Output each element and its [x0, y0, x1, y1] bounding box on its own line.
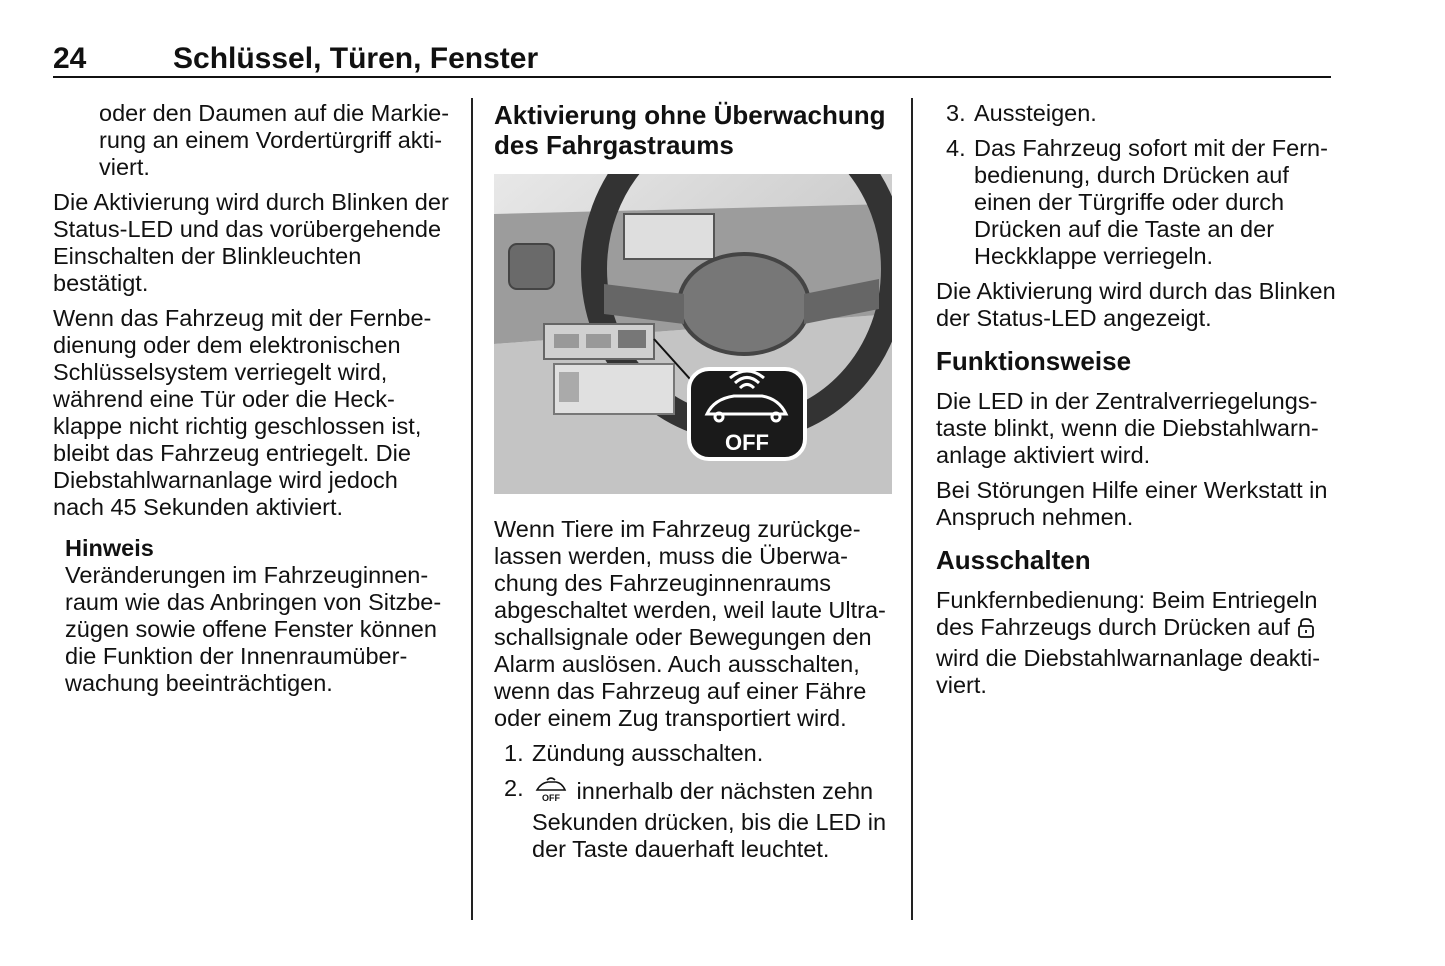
column-middle — [494, 100, 892, 871]
car-off-icon — [532, 775, 570, 809]
unlock-icon — [1297, 617, 1315, 645]
note-text: Veränderungen im Fahrzeuginnenraum wie das Anbringen von Sitzbezügen sowie offene Fenster können die Funktion der Innenraumüberwachung beeinträchtigen. — [65, 562, 442, 696]
svg-text:OFF: OFF — [725, 430, 769, 455]
column-divider — [911, 98, 913, 920]
step-number: 1. — [504, 740, 524, 766]
list-item — [494, 740, 892, 767]
step-text: Das Fahrzeug sofort mit der Fernbedienung, durch Drücken auf einen der Türgriffe oder durch Drücken auf die Taste an der Heckklappe verriegeln. — [974, 135, 1328, 269]
paragraph: Die Aktivierung wird durch das Blinken der Status-LED angezeigt. — [936, 278, 1336, 331]
step-text: innerhalb der nächsten zehn Sekunden drücken, bis die LED in der Taste dauerhaft leuchtet. — [532, 778, 887, 862]
svg-text:OFF: OFF — [542, 793, 560, 803]
section-heading: Aktivierung ohne Überwachung des Fahrgastraums — [494, 100, 886, 160]
paragraph: Wenn das Fahrzeug mit der Fernbedienung oder dem elektronischen Schlüsselsystem verriegelt wird, während eine Tür oder die Heckklappe nicht richtig geschlossen ist, bleibt das Fahrzeug entriegelt. Die Diebstahlwarnanlage wird jedoch nach 45 Sekunden aktiviert. — [53, 305, 432, 520]
list-item — [494, 775, 892, 863]
steps-list — [494, 740, 892, 863]
list-item — [936, 135, 1336, 270]
dashboard-illustration — [494, 174, 892, 494]
steps-list — [936, 100, 1336, 270]
list-item — [936, 100, 1336, 127]
step-number: 2. — [504, 775, 524, 801]
section-heading: Ausschalten — [936, 545, 1091, 575]
note-title: Hinweis — [65, 535, 154, 561]
paragraph: Die LED in der Zentralverriegelungstaste blinkt, wenn die Diebstahlwarnanlage aktiviert wird. — [936, 388, 1319, 468]
step-number: 4. — [946, 135, 966, 161]
page-number: 24 — [53, 42, 87, 75]
page-header — [53, 40, 1331, 78]
note-box — [53, 535, 453, 697]
column-right — [936, 100, 1336, 707]
paragraph: Bei Störungen Hilfe einer Werkstatt in Anspruch nehmen. — [936, 477, 1328, 530]
dashboard-figure — [494, 174, 892, 494]
chapter-title: Schlüssel, Türen, Fenster — [173, 42, 539, 75]
step-number: 3. — [946, 100, 966, 126]
column-divider — [471, 98, 473, 920]
section-heading: Funktionsweise — [936, 346, 1132, 376]
step-text: Aussteigen. — [974, 100, 1097, 126]
paragraph: Wenn Tiere im Fahrzeug zurückgelassen werden, muss die Überwachung des Fahrzeuginnenraums abgeschaltet werden, weil laute Ultraschallsignale oder Bewegungen den Alarm auslösen. Auch ausschalten, wenn das Fahrzeug auf einer Fähre oder einem Zug transportiert wird. — [494, 516, 886, 731]
paragraph — [936, 587, 1336, 699]
column-left — [53, 100, 453, 697]
paragraph-text: wird die Diebstahlwarnanlage deaktiviert. — [936, 645, 1321, 698]
paragraph-text: Funkfernbedienung: Beim Entriegeln des Fahrzeugs durch Drücken auf — [936, 587, 1318, 640]
paragraph: Die Aktivierung wird durch Blinken der Status-LED und das vorübergehende Einschalten der Blinkleuchten bestätigt. — [53, 189, 449, 296]
step-text: Zündung ausschalten. — [532, 740, 764, 766]
paragraph: oder den Daumen auf die Markierung an einem Vordertürgriff aktiviert. — [99, 100, 450, 180]
